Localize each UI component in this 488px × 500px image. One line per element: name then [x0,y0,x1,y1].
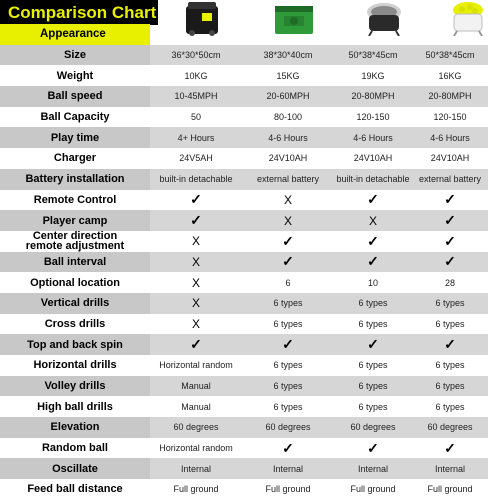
cell-product-1: X [150,252,242,273]
cell-product-4: ✓ [412,334,488,355]
cell-product-2: ✓ [242,334,334,355]
cell-product-1: built-in detachable [150,169,242,190]
cell-product-1: 50 [150,107,242,128]
table-row [0,190,488,211]
table-row [0,355,488,376]
cell-product-2: 6 types [242,314,334,335]
table-row [0,376,488,397]
cell-product-1: 24V5AH [150,148,242,169]
cell-product-3: Full ground [334,479,412,500]
cell-product-1: ✓ [150,334,242,355]
cell-product-1: 36*30*50cm [150,45,242,66]
table-row [0,45,488,66]
cell-product-4: 20-80MPH [412,86,488,107]
cell-product-4: 120-150 [412,107,488,128]
cell-product-1: Internal [150,458,242,479]
cell-product-4: 6 types [412,314,488,335]
table-row [0,65,488,86]
table-row [0,169,488,190]
row-label: Ball interval [0,252,150,273]
cell-product-2: X [242,190,334,211]
row-label: Volley drills [0,376,150,397]
table-row [0,148,488,169]
cell-product-4: 4-6 Hours [412,127,488,148]
cell-product-3: built-in detachable [334,169,412,190]
cell-product-3: 60 degrees [334,417,412,438]
cell-product-3: ✓ [334,231,412,252]
cell-product-1: X [150,293,242,314]
cell-product-1: ✓ [150,210,242,231]
cell-product-3: 19KG [334,65,412,86]
cell-product-2: 6 types [242,293,334,314]
cell-product-2: 24V10AH [242,148,334,169]
row-label: Size [0,45,150,66]
cell-product-4: 6 types [412,396,488,417]
cell-product-3: Internal [334,458,412,479]
cell-product-4: 24V10AH [412,148,488,169]
table-row [0,272,488,293]
cell-product-1: 4+ Hours [150,127,242,148]
cell-product-1: Manual [150,376,242,397]
table-row [0,86,488,107]
row-label: Player camp [0,210,150,231]
cell-product-4: 60 degrees [412,417,488,438]
table-row [0,458,488,479]
cell-product-2: Internal [242,458,334,479]
cell-product-4: ✓ [412,252,488,273]
cell-product-3: 6 types [334,293,412,314]
cell-product-4: 16KG [412,65,488,86]
table-row [0,438,488,459]
row-label: Elevation [0,417,150,438]
cell-product-3: ✓ [334,438,412,459]
cell-product-1: X [150,272,242,293]
row-label: Vertical drills [0,293,150,314]
row-label: High ball drills [0,396,150,417]
cell-product-1: X [150,314,242,335]
cell-product-3: 6 types [334,355,412,376]
cell-product-4: Full ground [412,479,488,500]
cell-product-2: 20-60MPH [242,86,334,107]
cell-product-1: Manual [150,396,242,417]
table-row [0,210,488,231]
table-row [0,252,488,273]
row-label: Oscillate [0,458,150,479]
cell-product-4: ✓ [412,210,488,231]
cell-product-2: 6 [242,272,334,293]
row-label: Battery installation [0,169,150,190]
cell-product-2: ✓ [242,438,334,459]
table-row [0,293,488,314]
cell-product-1: Horizontal random [150,355,242,376]
cell-product-3: 6 types [334,396,412,417]
cell-product-4: 6 types [412,293,488,314]
row-label: Feed ball distance [0,479,150,500]
cell-product-3: X [334,210,412,231]
row-label: Ball speed [0,86,150,107]
table-row [0,417,488,438]
cell-product-2: Full ground [242,479,334,500]
cell-product-2: X [242,210,334,231]
cell-product-2: external battery [242,169,334,190]
cell-product-3: 20-80MPH [334,86,412,107]
row-label: Remote Control [0,190,150,211]
cell-product-4: external battery [412,169,488,190]
cell-product-1: 10KG [150,65,242,86]
chart-title: Comparison Chart [0,0,158,25]
cell-product-1: Horizontal random [150,438,242,459]
cell-product-2: 38*30*40cm [242,45,334,66]
row-label: Top and back spin [0,334,150,355]
row-label: Charger [0,148,150,169]
row-label: Random ball [0,438,150,459]
cell-product-2: 60 degrees [242,417,334,438]
cell-product-3: 50*38*45cm [334,45,412,66]
cell-product-2: ✓ [242,252,334,273]
table-row [0,107,488,128]
cell-product-2: 4-6 Hours [242,127,334,148]
table-row [0,127,488,148]
row-label: Cross drills [0,314,150,335]
cell-product-3: 6 types [334,376,412,397]
cell-product-4: Internal [412,458,488,479]
cell-product-3: 24V10AH [334,148,412,169]
cell-product-3: 120-150 [334,107,412,128]
cell-product-4: ✓ [412,231,488,252]
cell-product-2: 6 types [242,355,334,376]
cell-product-1: 60 degrees [150,417,242,438]
cell-product-4: ✓ [412,190,488,211]
table-row [0,334,488,355]
cell-product-2: 6 types [242,396,334,417]
cell-product-3: 10 [334,272,412,293]
cell-product-4: 28 [412,272,488,293]
comparison-table [0,24,488,500]
cell-product-1: 10-45MPH [150,86,242,107]
header-label: Appearance [0,24,150,45]
table-row [0,314,488,335]
table-row [0,479,488,500]
cell-product-4: 6 types [412,355,488,376]
cell-product-3: 6 types [334,314,412,335]
cell-product-3: ✓ [334,252,412,273]
row-label: Ball Capacity [0,107,150,128]
cell-product-1: Full ground [150,479,242,500]
cell-product-2: 6 types [242,376,334,397]
row-label: Center direction remote adjustment [0,231,150,252]
cell-product-1: X [150,231,242,252]
cell-product-3: ✓ [334,334,412,355]
cell-product-1: ✓ [150,190,242,211]
cell-product-2: ✓ [242,231,334,252]
row-label: Weight [0,65,150,86]
table-row [0,396,488,417]
cell-product-3: 4-6 Hours [334,127,412,148]
cell-product-2: 15KG [242,65,334,86]
table-row [0,231,488,252]
row-label: Horizontal drills [0,355,150,376]
cell-product-2: 80-100 [242,107,334,128]
row-label: Optional location [0,272,150,293]
cell-product-4: ✓ [412,438,488,459]
cell-product-4: 6 types [412,376,488,397]
cell-product-3: ✓ [334,190,412,211]
cell-product-4: 50*38*45cm [412,45,488,66]
row-label: Play time [0,127,150,148]
